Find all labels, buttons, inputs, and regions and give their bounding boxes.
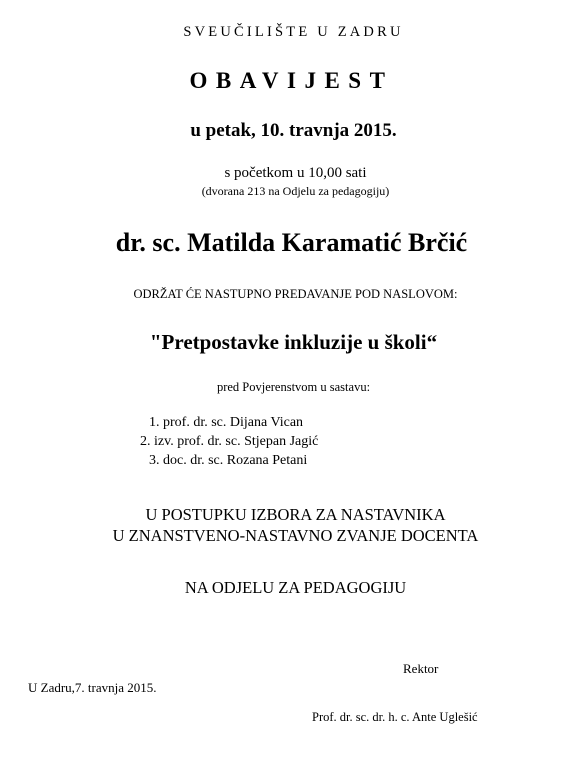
procedure-line-2: U ZNANSTVENO-NASTAVNO ZVANJE DOCENTA <box>112 526 479 545</box>
committee-intro: pred Povjerenstvom u sastavu: <box>216 380 371 394</box>
lecture-title: "Pretpostavke inkluzije u školi“ <box>149 330 438 354</box>
signature-name: Prof. dr. sc. dr. h. c. Ante Uglešić <box>312 710 478 724</box>
start-time: s početkom u 10,00 sati <box>224 165 367 181</box>
committee-list <box>140 413 440 470</box>
procedure-line-1: U POSTUPKU IZBORA ZA NASTAVNIKA <box>145 505 446 524</box>
room-info: (dvorana 213 na Odjelu za pedagogiju) <box>201 184 390 198</box>
lecture-intro: ODRŽAT ĆE NASTUPNO PREDAVANJE POD NASLOVOM: <box>133 287 458 301</box>
place-date: U Zadru,7. travnja 2015. <box>28 680 157 695</box>
department: NA ODJELU ZA PEDAGOGIJU <box>184 578 407 597</box>
university-name: SVEUČILIŠTE U ZADRU <box>183 24 404 40</box>
candidate-name: dr. sc. Matilda Karamatić Brčić <box>115 228 468 257</box>
event-date: u petak, 10. travnja 2015. <box>190 120 397 141</box>
committee-member: 1. prof. dr. sc. Dijana Vican <box>149 415 304 430</box>
signature-title: Rektor <box>403 661 439 676</box>
committee-member: 3. doc. dr. sc. Rozana Petani <box>149 453 308 468</box>
notice-heading: OBAVIJEST <box>189 68 394 93</box>
committee-member: 2. izv. prof. dr. sc. Stjepan Jagić <box>140 434 319 449</box>
